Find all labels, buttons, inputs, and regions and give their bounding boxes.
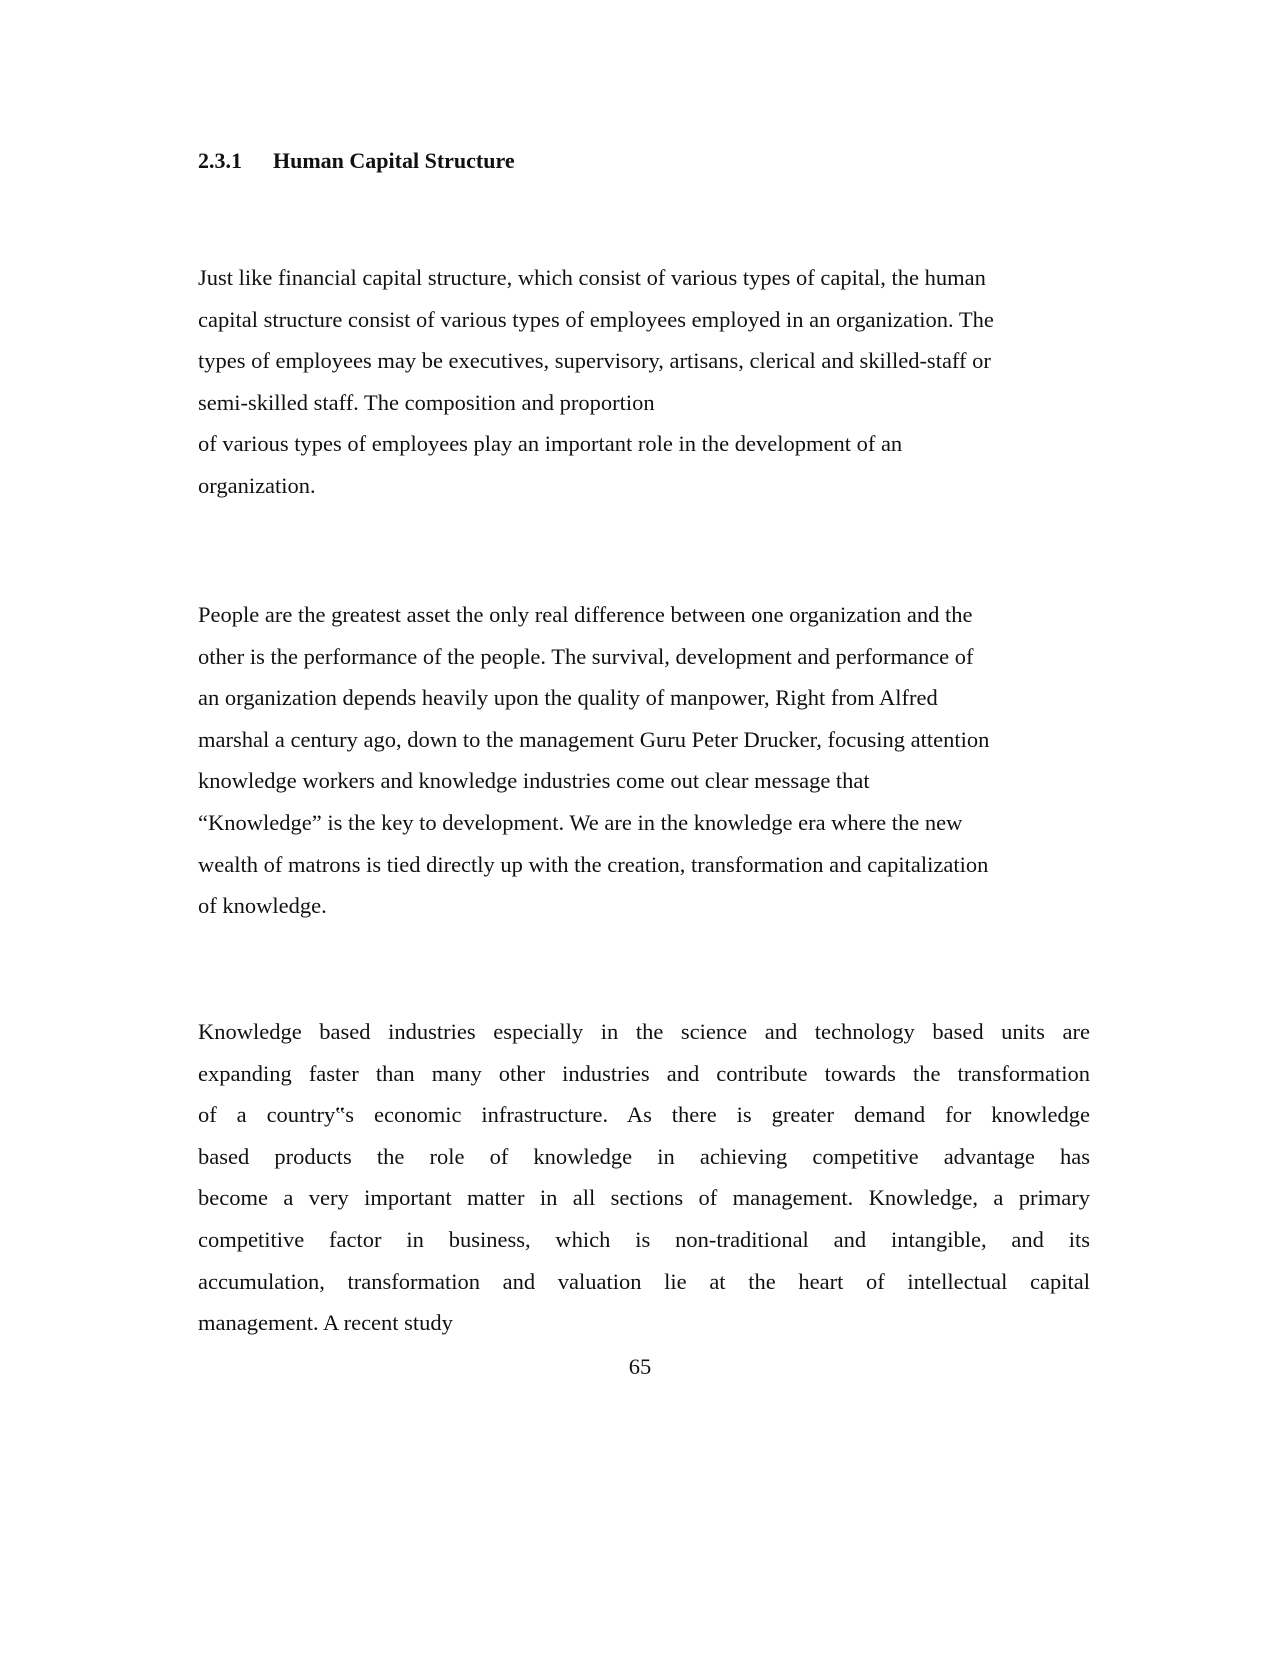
paragraph-line: Just like financial capital structure, which consist of various types of capital, the human xyxy=(198,265,986,290)
paragraph-line: Knowledge based industries especially in the science and technology based units are xyxy=(198,1019,1090,1044)
section-heading xyxy=(198,146,515,176)
paragraph-line: accumulation, transformation and valuation lie at the heart of intellectual capital xyxy=(198,1268,1090,1294)
paragraph-line: competitive factor in business, which is non-traditional and intangible, and its xyxy=(198,1226,1090,1252)
section-number: 2.3.1 xyxy=(198,148,242,173)
paragraph-line: an organization depends heavily upon the quality of manpower, Right from Alfred xyxy=(198,685,938,711)
paragraph-line: based products the role of knowledge in achieving competitive advantage has xyxy=(198,1143,1090,1169)
paragraph-line: become a very important matter in all sections of management. Knowledge, a primary xyxy=(198,1185,1090,1211)
paragraph-line: other is the performance of the people. The survival, development and performance of xyxy=(198,643,974,669)
paragraph-line: marshal a century ago, down to the management Guru Peter Drucker, focusing attention xyxy=(198,726,990,752)
paragraph-line: of a country‟s economic infrastructure. As there is greater demand for knowledge xyxy=(198,1102,1090,1128)
paragraph-line: wealth of matrons is tied directly up with the creation, transformation and capitalization xyxy=(198,851,989,877)
paragraph-human-capital-structure xyxy=(198,257,1090,507)
paragraph-people-asset xyxy=(198,594,1090,927)
paragraph-line: capital structure consist of various types of employees employed in an organization. The xyxy=(198,306,994,332)
page-number: 65 xyxy=(628,1354,652,1379)
paragraph-knowledge-industries xyxy=(198,1011,1090,1344)
paragraph-line: types of employees may be executives, supervisory, artisans, clerical and skilled-staff or xyxy=(198,348,991,374)
paragraph-line: of various types of employees play an important role in the development of an xyxy=(198,431,903,457)
paragraph-line: expanding faster than many other industries and contribute towards the transformation xyxy=(198,1060,1090,1086)
paragraph-line: semi-skilled staff. The composition and proportion xyxy=(198,389,655,415)
paragraph-line: “Knowledge” is the key to development. We are in the knowledge era where the new xyxy=(198,809,963,835)
paragraph-line: organization. xyxy=(198,472,316,498)
paragraph-line: knowledge workers and knowledge industries come out clear message that xyxy=(198,768,870,794)
paragraph-line: management. A recent study xyxy=(198,1310,453,1336)
paragraph-line: People are the greatest asset the only real difference between one organization and the xyxy=(198,602,973,627)
paragraph-line: of knowledge. xyxy=(198,893,327,919)
section-title: Human Capital Structure xyxy=(273,148,515,173)
